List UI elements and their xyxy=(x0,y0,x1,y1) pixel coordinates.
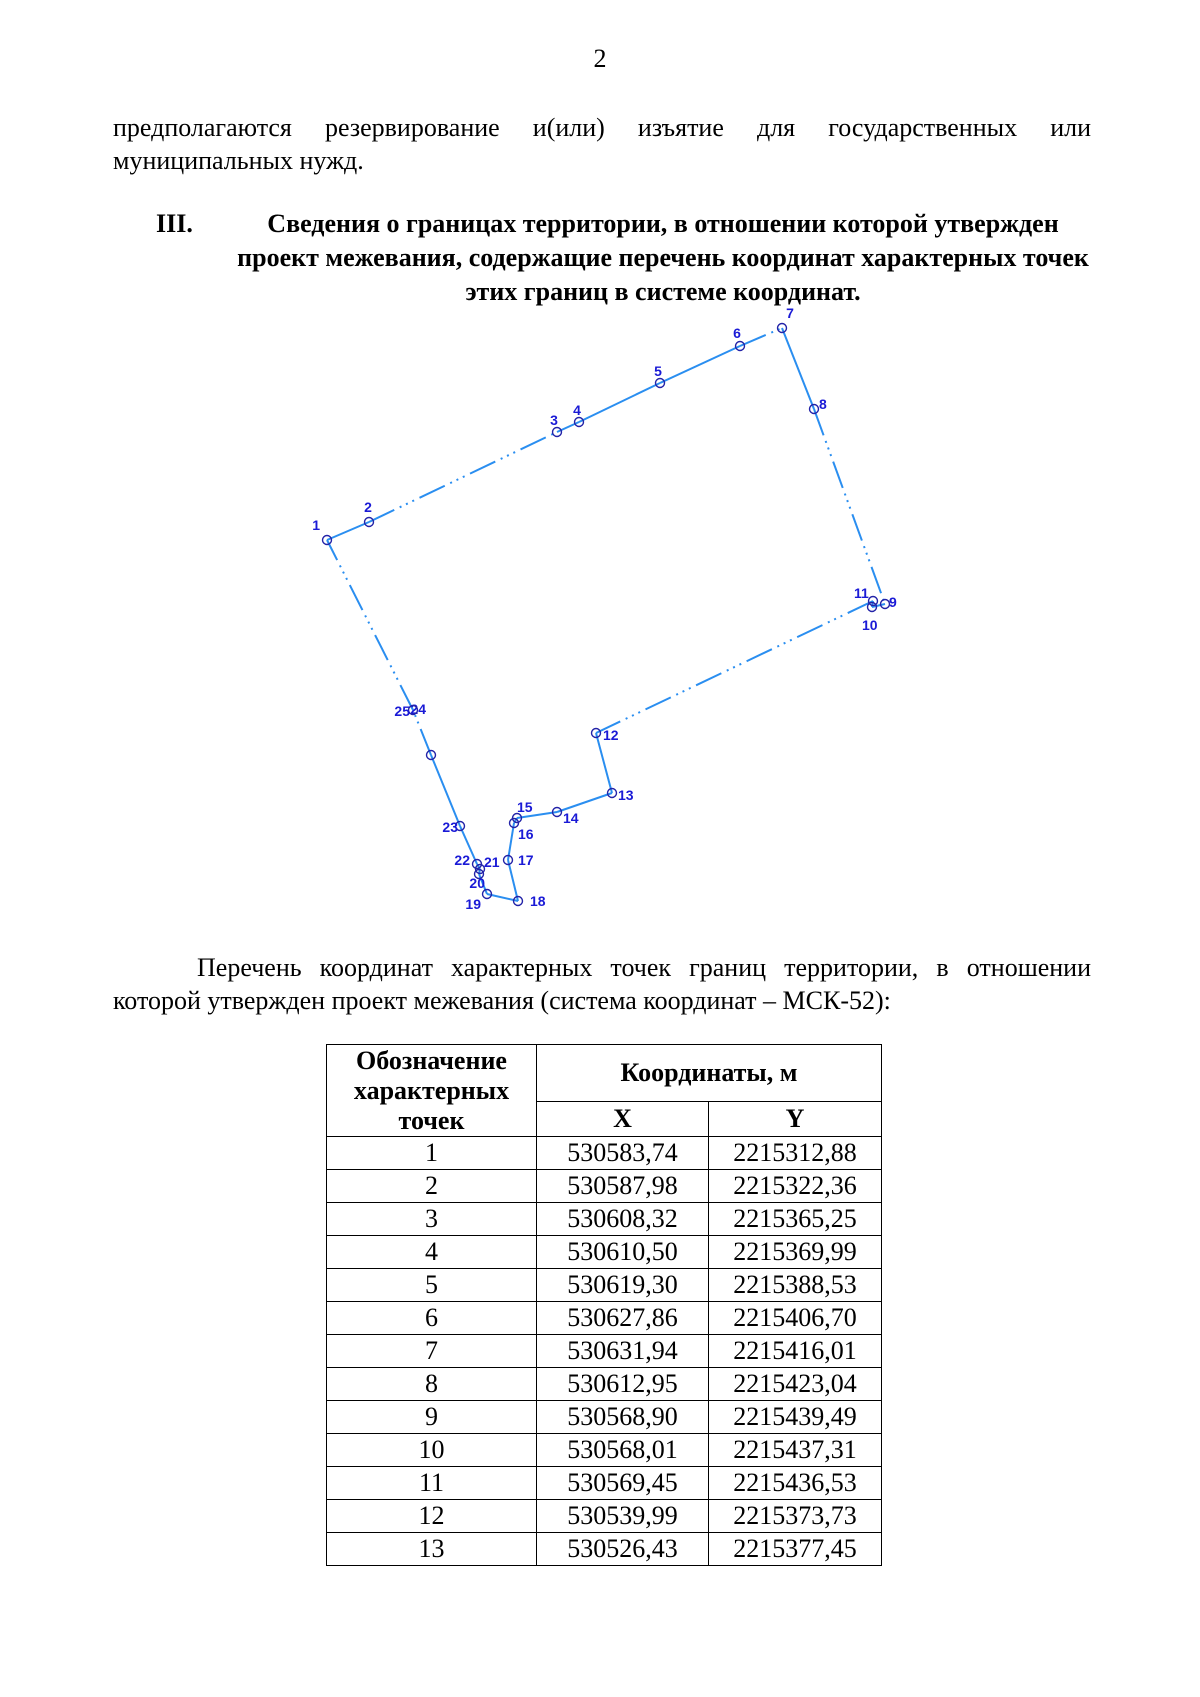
boundary-point-label: 7 xyxy=(786,305,794,321)
cell-point: 3 xyxy=(327,1203,537,1236)
cell-y: 2215388,53 xyxy=(709,1269,882,1302)
cell-point: 12 xyxy=(327,1500,537,1533)
cell-y: 2215436,53 xyxy=(709,1467,882,1500)
table-row xyxy=(327,1500,882,1533)
boundary-point-label: 20 xyxy=(469,875,485,891)
table-row xyxy=(327,1269,882,1302)
cell-x: 530587,98 xyxy=(537,1170,709,1203)
boundary-edge xyxy=(660,346,740,383)
cell-point: 5 xyxy=(327,1269,537,1302)
boundary-edge xyxy=(579,383,660,422)
boundary-point-label: 15 xyxy=(517,799,533,815)
boundary-edge xyxy=(327,522,369,540)
table-row xyxy=(327,1137,882,1170)
boundary-edge xyxy=(369,432,557,522)
boundary-map xyxy=(0,300,1200,920)
boundary-edge xyxy=(327,540,413,710)
cell-x: 530612,95 xyxy=(537,1368,709,1401)
cell-point: 6 xyxy=(327,1302,537,1335)
boundary-point-label: 25 xyxy=(394,703,410,719)
cell-y: 2215423,04 xyxy=(709,1368,882,1401)
header-x: X xyxy=(537,1102,709,1137)
cell-y: 2215416,01 xyxy=(709,1335,882,1368)
cell-point: 10 xyxy=(327,1434,537,1467)
boundary-point-label: 21 xyxy=(484,854,500,870)
boundary-edge xyxy=(557,422,579,432)
boundary-point-label: 6 xyxy=(733,325,741,341)
table-row xyxy=(327,1236,882,1269)
header-point: Обозначение характерных точек xyxy=(327,1045,537,1137)
table-row xyxy=(327,1203,882,1236)
cell-y: 2215377,45 xyxy=(709,1533,882,1566)
table-row xyxy=(327,1302,882,1335)
cell-x: 530627,86 xyxy=(537,1302,709,1335)
table-row xyxy=(327,1533,882,1566)
boundary-point-label: 18 xyxy=(530,893,546,909)
section-heading xyxy=(150,207,1090,309)
cell-x: 530583,74 xyxy=(537,1137,709,1170)
cell-y: 2215312,88 xyxy=(709,1137,882,1170)
boundary-point-label: 14 xyxy=(563,810,579,826)
boundary-point-label: 8 xyxy=(819,396,827,412)
boundary-point-label: 10 xyxy=(862,617,878,633)
cell-x: 530526,43 xyxy=(537,1533,709,1566)
table-row xyxy=(327,1434,882,1467)
boundary-point-label: 13 xyxy=(618,787,634,803)
cell-x: 530568,90 xyxy=(537,1401,709,1434)
cell-y: 2215437,31 xyxy=(709,1434,882,1467)
boundary-point-label: 19 xyxy=(465,896,481,912)
cell-x: 530608,32 xyxy=(537,1203,709,1236)
table-row xyxy=(327,1335,882,1368)
boundary-point-label: 9 xyxy=(889,594,897,610)
cell-point: 11 xyxy=(327,1467,537,1500)
boundary-edge xyxy=(814,409,885,604)
boundary-edge xyxy=(596,601,873,733)
coordinates-table-body xyxy=(327,1137,882,1566)
header-coordinates: Координаты, м xyxy=(537,1045,882,1102)
intro-paragraph: предполагаются резервирование и(или) изъятие для государственных или муниципальных нужд. xyxy=(113,113,1091,175)
boundary-point-label: 22 xyxy=(454,852,470,868)
table-row xyxy=(327,1467,882,1500)
cell-point: 1 xyxy=(327,1137,537,1170)
boundary-point-label: 1 xyxy=(312,517,320,533)
cell-x: 530539,99 xyxy=(537,1500,709,1533)
boundary-point-label: 5 xyxy=(654,363,662,379)
boundary-point-label: 23 xyxy=(442,819,458,835)
boundary-edges xyxy=(327,328,885,901)
cell-point: 13 xyxy=(327,1533,537,1566)
cell-y: 2215406,70 xyxy=(709,1302,882,1335)
cell-y: 2215365,25 xyxy=(709,1203,882,1236)
cell-y: 2215373,73 xyxy=(709,1500,882,1533)
coordinates-table xyxy=(326,1044,882,1566)
cell-x: 530568,01 xyxy=(537,1434,709,1467)
section-title: Сведения о границах территории, в отношении которой утвержден проект межевания, содержащие перечень координат характерных точек этих границ в системе координат. xyxy=(237,209,1089,306)
boundary-point-label: 12 xyxy=(603,727,619,743)
cell-x: 530569,45 xyxy=(537,1467,709,1500)
boundary-point-label: 3 xyxy=(550,412,558,428)
cell-x: 530631,94 xyxy=(537,1335,709,1368)
boundary-point-label: 16 xyxy=(518,826,534,842)
section-number: III. xyxy=(156,209,193,238)
table-row xyxy=(327,1170,882,1203)
cell-x: 530610,50 xyxy=(537,1236,709,1269)
cell-point: 2 xyxy=(327,1170,537,1203)
boundary-edge xyxy=(782,328,814,409)
boundary-edge xyxy=(431,755,460,826)
boundary-point-label: 24 xyxy=(410,701,426,717)
boundary-edge xyxy=(740,328,782,346)
boundary-point-label: 11 xyxy=(854,585,869,601)
boundary-edge xyxy=(508,823,514,860)
coordinates-lead-paragraph: Перечень координат характерных точек границ территории, в отношении которой утвержден проект межевания (система координат – МСК-52): xyxy=(113,953,1091,1015)
boundary-edge xyxy=(508,860,518,901)
boundary-point-label: 2 xyxy=(364,499,372,515)
cell-point: 7 xyxy=(327,1335,537,1368)
cell-y: 2215322,36 xyxy=(709,1170,882,1203)
cell-point: 4 xyxy=(327,1236,537,1269)
boundary-point-label: 4 xyxy=(573,402,581,418)
cell-x: 530619,30 xyxy=(537,1269,709,1302)
header-y: Y xyxy=(709,1102,882,1137)
table-row xyxy=(327,1401,882,1434)
cell-point: 8 xyxy=(327,1368,537,1401)
table-row xyxy=(327,1368,882,1401)
boundary-point-label: 17 xyxy=(518,852,534,868)
cell-point: 9 xyxy=(327,1401,537,1434)
cell-y: 2215439,49 xyxy=(709,1401,882,1434)
page-number: 2 xyxy=(593,44,607,73)
cell-y: 2215369,99 xyxy=(709,1236,882,1269)
